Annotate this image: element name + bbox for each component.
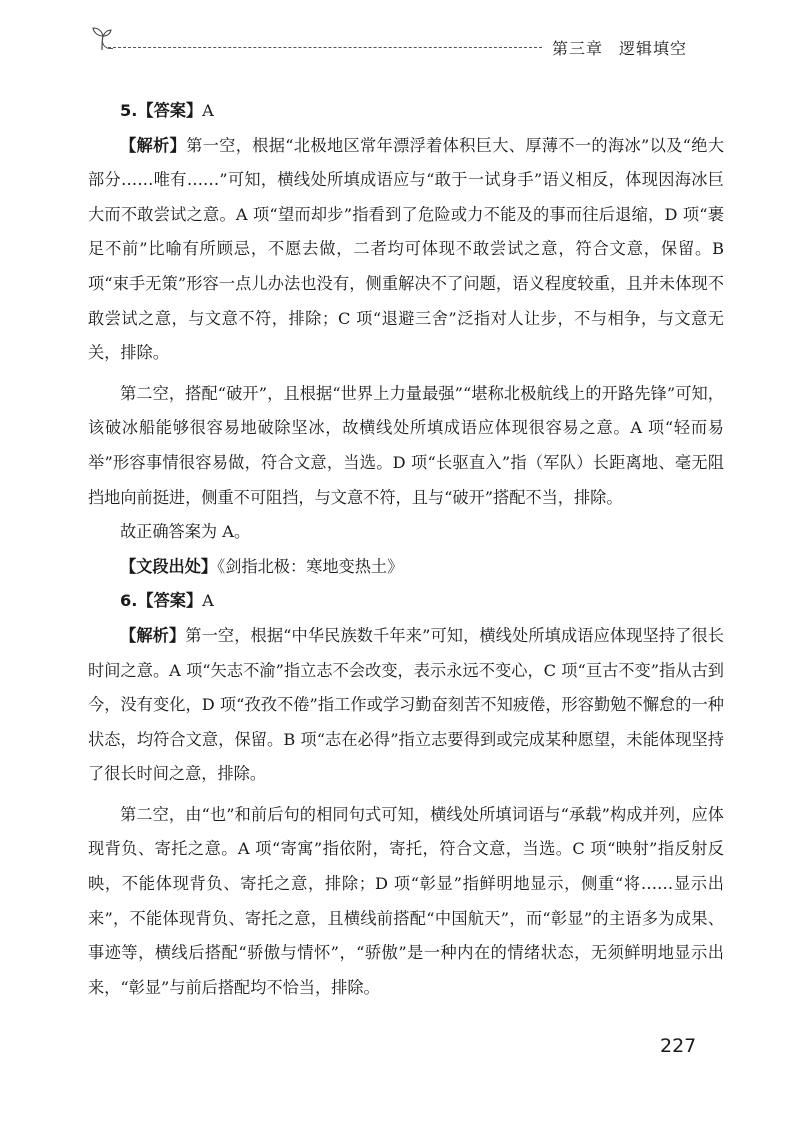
header-rule: [108, 47, 542, 48]
q5-para2-text: 第二空，搭配“破开”，且根据“世界上力量最强”“堪称北极航线上的开路先锋”可知，该破冰船能够很容易地破除坚冰，故横线处所填成语应体现很容易之意。A 项“轻而易举”形容事情很容易做，符合文意，当选。D 项“长驱直入”指（军队）长距离地、毫无阻挡地向前挺进，侧重不可阻挡，与文意不符，且与“破开”搭配不当，排除。: [88, 383, 724, 507]
q6-para2-text: 第二空，由“也”和前后句的相同句式可知，横线处所填词语与“承载”构成并列，应体现背负、寄托之意。A 项“寄寓”指依附，寄托，符合文意，当选。C 项“映射”指反射反映，不能体现背负、寄托之意，排除；D 项“彰显”指鲜明地显示，侧重“将……显示出来”，不能体现背负、寄托之意，且横线前搭配“中国航天”，而“彰显”的主语多为成果、事迹等，横线后搭配“骄傲与情怀”，“骄傲”是一种内在的情绪状态，无须鲜明地显示出来，“彰显”与前后搭配均不恰当，排除。: [88, 804, 724, 997]
q5-para1-text: 第一空，根据“北极地区常年漂浮着体积巨大、厚薄不一的海冰”以及“绝大部分……唯有……”可知，横线处所填成语应与“敢于一试身手”语义相反，体现因海冰巨大而不敢尝试之意。A 项“望而却步”指看到了危险或力不能及的事而往后退缩，D 项“裹足不前”比喻有所顾忌，不愿去做，二者均可体现不敢尝试之意，符合文意，保留。B 项“束手无策”形容一点儿办法也没有，侧重解决不了问题，语义程度较重，且并未体现不敢尝试之意，与文意不符，排除；C 项“退避三舍”泛指对人让步，不与相争，与文意无关，排除。: [88, 135, 725, 363]
q6-analysis-para2: [88, 798, 724, 1006]
q6-analysis-para1: [88, 619, 724, 792]
q6-analysis-label: 【解析】: [120, 625, 186, 645]
q6-para1-text: 第一空，根据“中华民族数千年来”可知，横线处所填成语应体现坚持了很长时间之意。A 项“矢志不渝”指立志不会改变，表示永远不变心，C 项“亘古不变”指从古到今，没有变化，D 项“孜孜不倦”指工作或学习勤奋刻苦不知疲倦，形容勤勉不懈怠的一种状态，均符合文意，保留。B 项“志在必得”指立志要得到或完成某种愿望，未能体现坚持了很长时间之意，排除。: [88, 625, 724, 784]
section-title: 逻辑填空: [619, 39, 688, 58]
q5-source-value: 《剑指北极：寒地变热土》: [217, 556, 404, 576]
q5-conclusion: [88, 515, 724, 550]
running-header: [552, 36, 687, 59]
q6-answer-value: A: [202, 591, 214, 611]
q5-analysis-para1: [88, 129, 724, 371]
q5-answer-label: 5.【答案】: [120, 101, 203, 120]
q5-conclusion-text: 故正确答案为 A。: [120, 522, 251, 542]
q5-source: [88, 550, 724, 585]
q5-answer-value: A: [202, 101, 214, 120]
q5-analysis-para2: [88, 377, 724, 515]
chapter-title: 第三章: [552, 39, 604, 58]
q5-answer: [88, 94, 724, 129]
page-number: 227: [660, 1035, 697, 1057]
q6-answer: [88, 584, 724, 619]
q5-analysis-label: 【解析】: [120, 135, 187, 155]
q5-source-label: 【文段出处】: [120, 556, 218, 576]
page-body: [88, 94, 724, 1005]
q6-answer-label: 6.【答案】: [120, 591, 203, 611]
